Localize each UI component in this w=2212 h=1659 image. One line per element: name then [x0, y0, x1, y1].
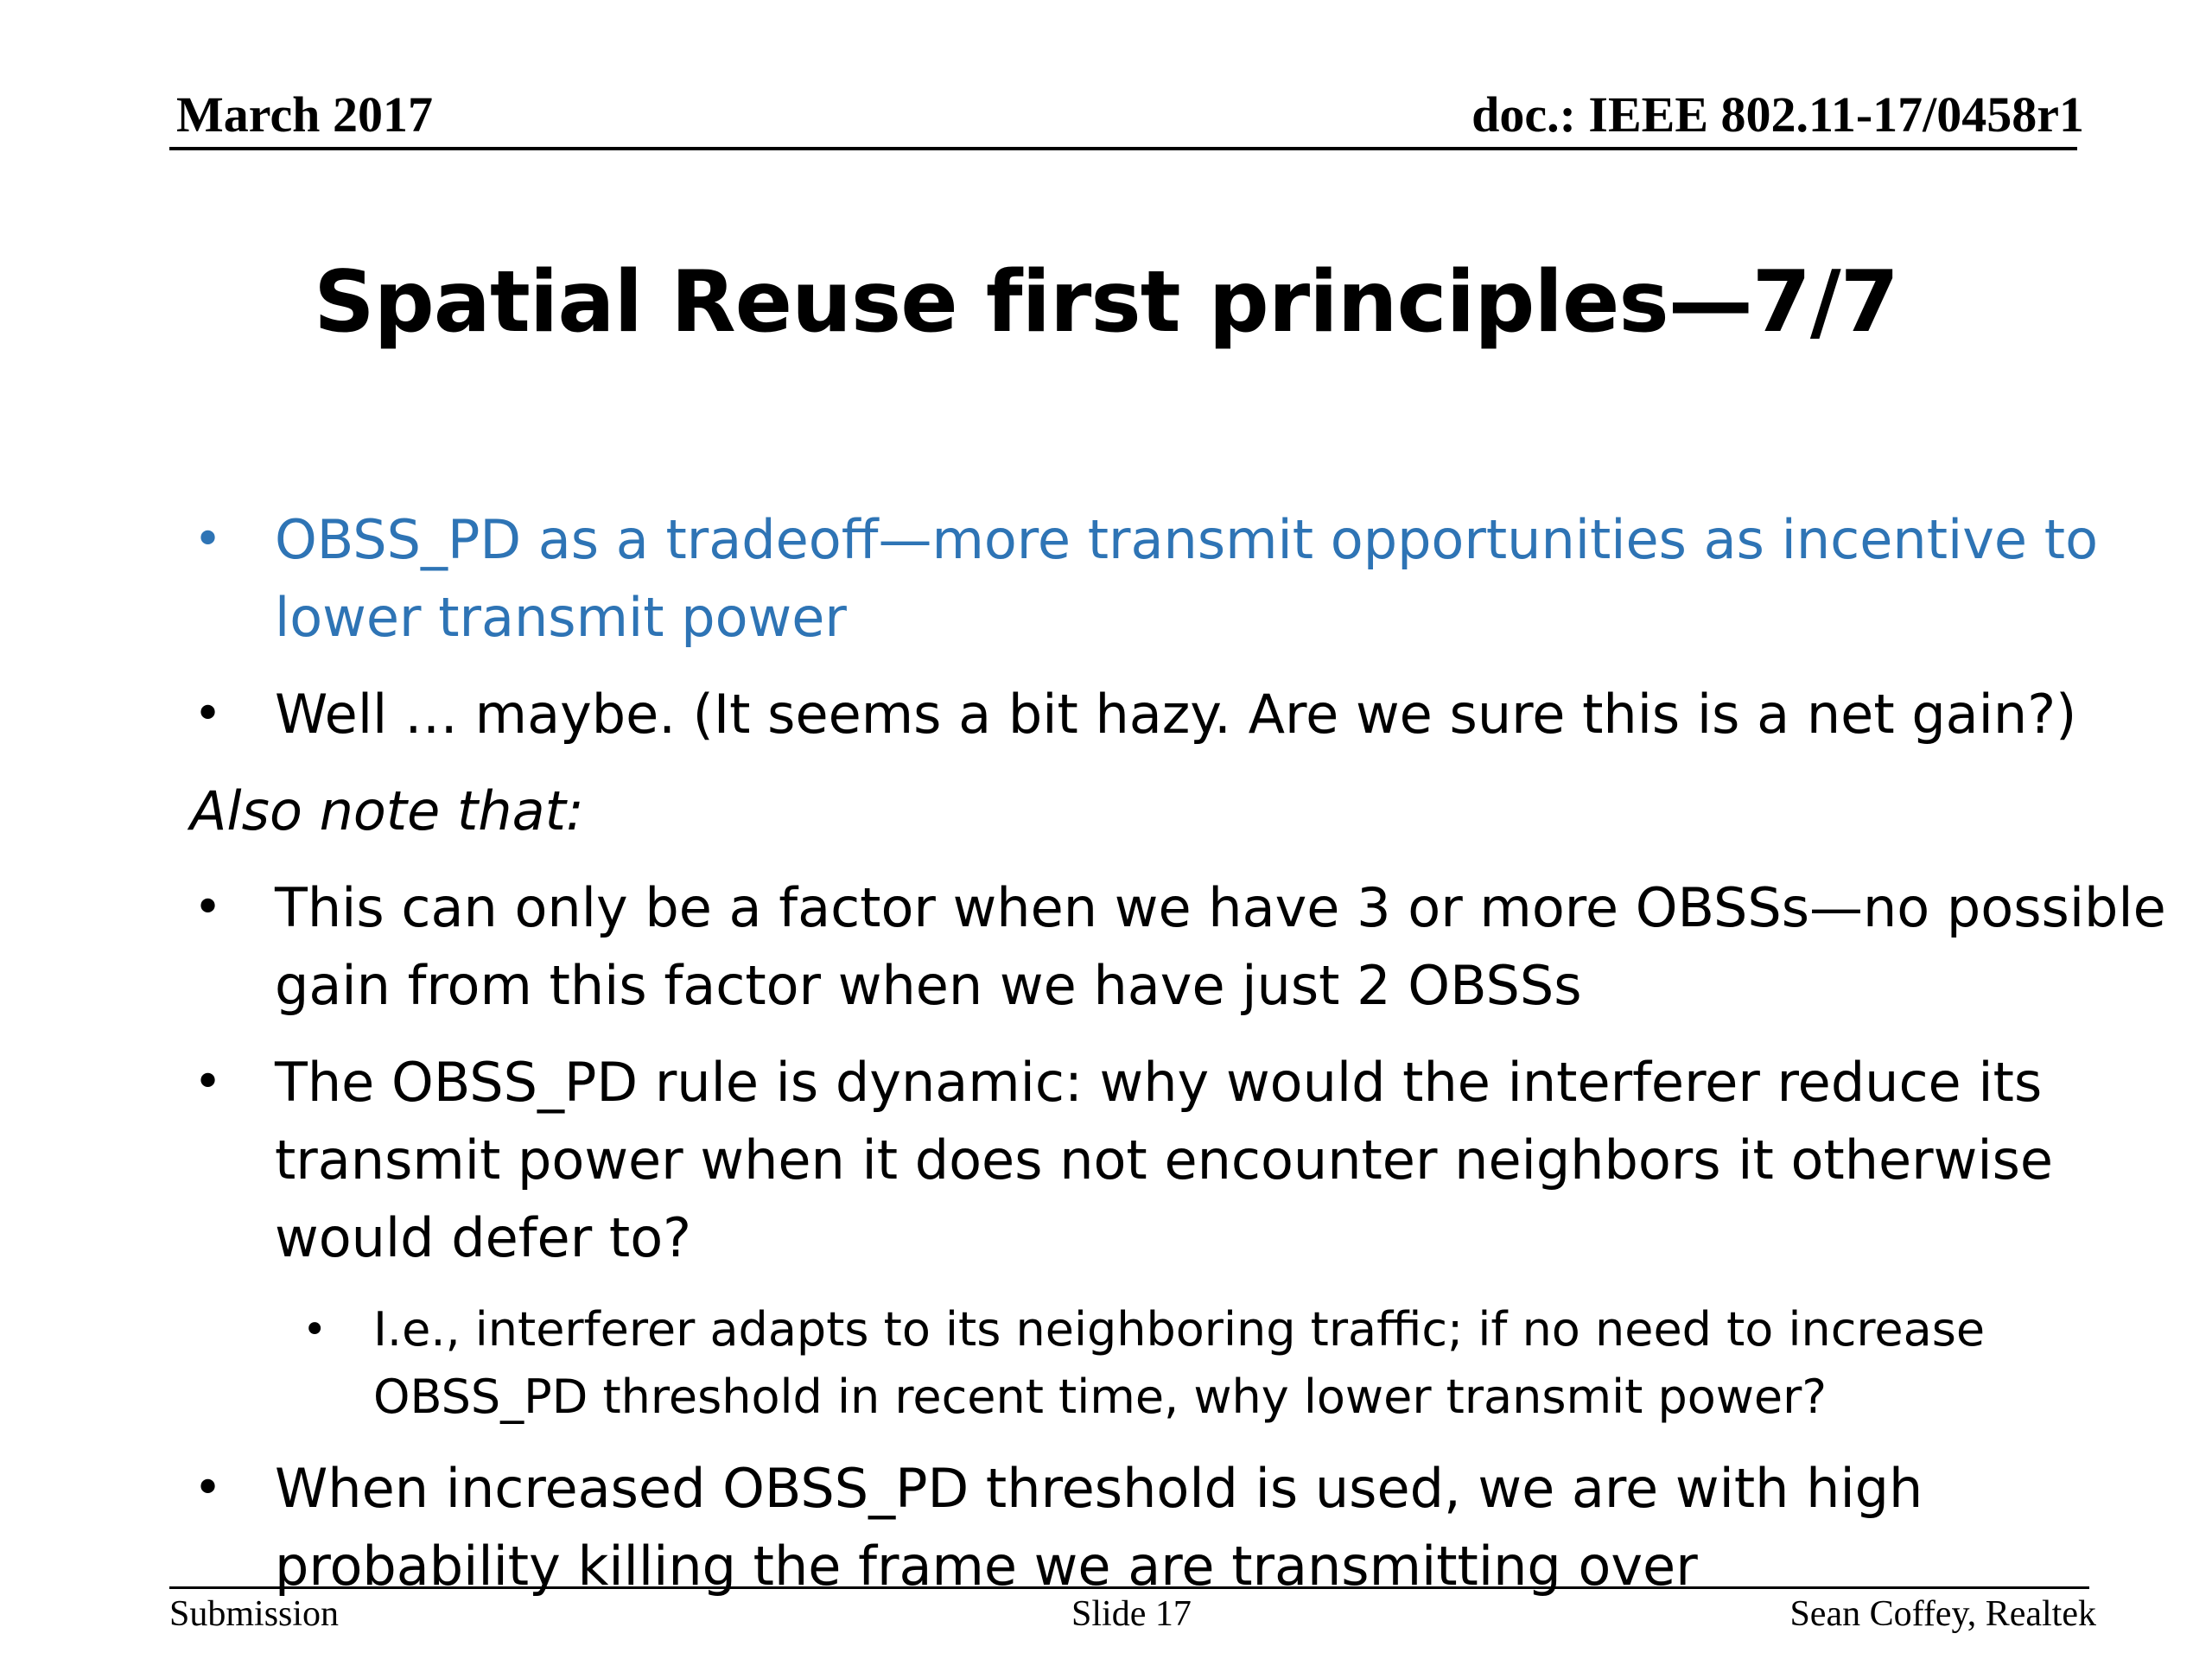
bullet-dot-icon: •: [302, 1306, 327, 1354]
footer-divider: [169, 1586, 2089, 1589]
footer-submission: Submission: [169, 1594, 340, 1634]
bullet-dot-icon: •: [194, 1460, 223, 1516]
bullet-dot-icon: •: [194, 880, 223, 936]
bullet-dot-icon: •: [194, 512, 223, 568]
bullet-text: When increased OBSS_PD threshold is used, we are with high probability killing the frame we are transmitting over: [275, 1457, 1923, 1598]
bullet-item: [181, 676, 2195, 753]
bullet-item: [181, 501, 2195, 657]
header-date: March 2017: [176, 86, 433, 143]
slide-header: [169, 85, 2084, 154]
footer-author: Sean Coffey, Realtek: [1789, 1594, 2096, 1634]
slide-title: Spatial Reuse first principles—7/7: [314, 253, 1898, 352]
slide-body: [181, 501, 2195, 1624]
bullet-item: [181, 1450, 2195, 1605]
sub-bullet-text: I.e., interferer adapts to its neighboring traffic; if no need to increase OBSS_PD threshold in recent time, why lower transmit power?: [373, 1302, 1986, 1424]
bullet-item: [181, 869, 2195, 1025]
note-heading: Also note that:: [190, 779, 584, 842]
bullet-text: This can only be a factor when we have 3 or more OBSSs—no possible gain from this factor when we have just 2 OBSSs: [275, 876, 2166, 1017]
header-doc-id: doc.: IEEE 802.11-17/0458r1: [1471, 86, 2084, 143]
sub-bullet-item: [181, 1296, 2195, 1431]
bullet-text: Well … maybe. (It seems a bit hazy. Are we sure this is a net gain?): [275, 683, 2077, 746]
footer-slide-number: Slide 17: [1071, 1594, 1192, 1634]
bullet-dot-icon: •: [194, 1054, 223, 1110]
bullet-dot-icon: •: [194, 686, 223, 742]
header-divider: [169, 147, 2077, 150]
bullet-text: OBSS_PD as a tradeoff—more transmit opportunities as incentive to lower transmit power: [275, 508, 2099, 649]
bullet-item: [181, 1044, 2195, 1277]
bullet-text: The OBSS_PD rule is dynamic: why would the interferer reduce its transmit power when it does not encounter neighbors it otherwise would defer to?: [275, 1051, 2054, 1269]
